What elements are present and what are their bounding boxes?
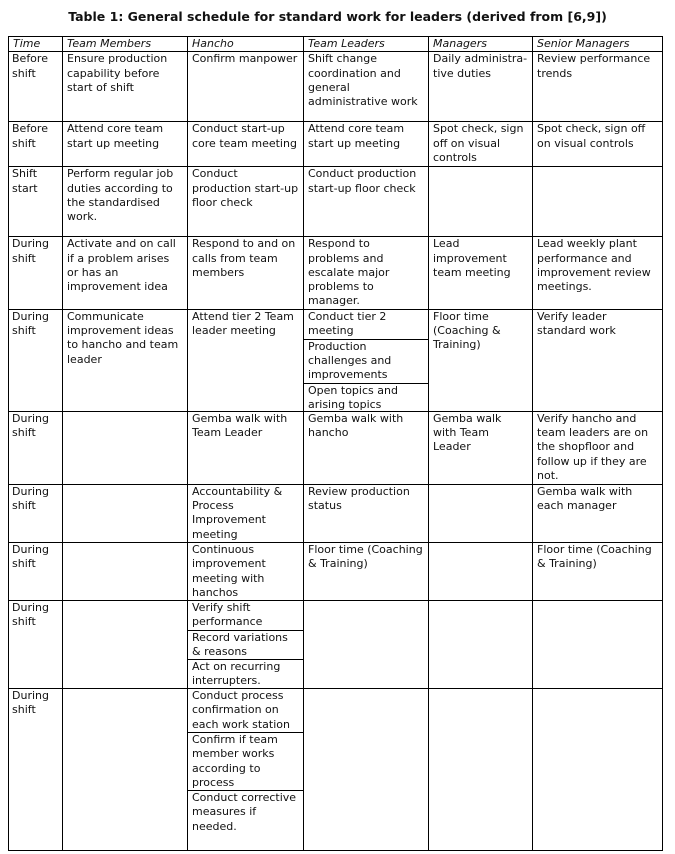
column-header: Team Leaders bbox=[304, 37, 429, 52]
time-cell: During shift bbox=[9, 237, 63, 309]
table-row bbox=[9, 484, 663, 542]
table-cell: Review performance trends bbox=[533, 52, 663, 122]
table-cell: Gemba walk with hancho bbox=[304, 411, 429, 484]
column-header: Team Members bbox=[63, 37, 188, 52]
time-cell: During shift bbox=[9, 411, 63, 484]
table-cell bbox=[63, 484, 188, 542]
time-cell: During shift bbox=[9, 309, 63, 411]
time-cell: During shift bbox=[9, 689, 63, 851]
table-row bbox=[9, 237, 663, 309]
sub-cell: Production challenges and improvements bbox=[304, 339, 428, 383]
sub-cell: Verify shift performance bbox=[192, 601, 263, 629]
split-cell bbox=[188, 689, 304, 851]
table-cell bbox=[304, 689, 429, 851]
column-header: Time bbox=[9, 37, 63, 52]
table-cell bbox=[429, 542, 533, 600]
table-cell: Continuous improvement meeting with hanchos bbox=[188, 542, 304, 600]
table-cell: Ensure production capability before start of shift bbox=[63, 52, 188, 122]
table-cell: Conduct start-up core team meeting bbox=[188, 122, 304, 167]
time-cell: Shift start bbox=[9, 167, 63, 237]
time-cell: During shift bbox=[9, 484, 63, 542]
sub-cell: Record variations & reasons bbox=[188, 630, 303, 659]
table-row bbox=[9, 167, 663, 237]
sub-cell: Act on recurring interrupters. bbox=[188, 659, 303, 688]
table-cell: Spot check, sign off on visual controls bbox=[533, 122, 663, 167]
time-cell: Before shift bbox=[9, 122, 63, 167]
column-header: Managers bbox=[429, 37, 533, 52]
table-cell bbox=[63, 601, 188, 689]
time-cell: Before shift bbox=[9, 52, 63, 122]
table-cell: Review production status bbox=[304, 484, 429, 542]
table-title: Table 1: General schedule for standard work for leaders (derived from [6,9]) bbox=[68, 9, 607, 24]
table-cell: Perform regular job duties according to the standardised work. bbox=[63, 167, 188, 237]
table-cell bbox=[429, 601, 533, 689]
table-cell: Conduct production start-up floor check bbox=[188, 167, 304, 237]
table-row bbox=[9, 689, 663, 851]
table-cell bbox=[533, 689, 663, 851]
column-header: Senior Managers bbox=[533, 37, 663, 52]
table-cell: Gemba walk with Team Leader bbox=[188, 411, 304, 484]
header-row bbox=[9, 37, 663, 52]
table-cell: Lead improvement team meeting bbox=[429, 237, 533, 309]
schedule-table bbox=[8, 36, 663, 851]
table-cell: Floor time (Coaching & Training) bbox=[429, 309, 533, 411]
split-cell bbox=[188, 601, 304, 689]
split-cell bbox=[304, 309, 429, 411]
table-cell: Gemba walk with Team Leader bbox=[429, 411, 533, 484]
table-cell: Respond to and on calls from team members bbox=[188, 237, 304, 309]
time-cell: During shift bbox=[9, 542, 63, 600]
table-row bbox=[9, 411, 663, 484]
table-cell: Gemba walk with each manager bbox=[533, 484, 663, 542]
table-cell: Attend tier 2 Team leader meeting bbox=[188, 309, 304, 411]
table-cell: Shift change coordination and general administrative work bbox=[304, 52, 429, 122]
table-cell: Accountability & Process Improvement meeting bbox=[188, 484, 304, 542]
sub-cell: Conduct corrective measures if needed. bbox=[188, 790, 303, 850]
sub-cell: Open topics and arising topics bbox=[304, 383, 428, 411]
table-cell: Conduct production start-up floor check bbox=[304, 167, 429, 237]
table-cell bbox=[63, 542, 188, 600]
table-row bbox=[9, 309, 663, 411]
table-cell bbox=[533, 167, 663, 237]
table-cell: Activate and on call if a problem arises or has an improvement idea bbox=[63, 237, 188, 309]
table-cell: Respond to problems and escalate major problems to manager. bbox=[304, 237, 429, 309]
table-cell: Confirm manpower bbox=[188, 52, 304, 122]
table-cell: Attend core team start up meeting bbox=[304, 122, 429, 167]
table-row bbox=[9, 122, 663, 167]
table-cell: Verify leader standard work bbox=[533, 309, 663, 411]
sub-cell: Confirm if team member works according to process bbox=[188, 732, 303, 790]
table-cell: Communicate improvement ideas to hancho and team leader bbox=[63, 309, 188, 411]
table-cell bbox=[63, 411, 188, 484]
table-cell bbox=[63, 689, 188, 851]
table-row bbox=[9, 542, 663, 600]
table-cell bbox=[429, 689, 533, 851]
table-cell: Floor time (Coaching & Training) bbox=[304, 542, 429, 600]
table-cell bbox=[304, 601, 429, 689]
column-header: Hancho bbox=[188, 37, 304, 52]
table-cell: Spot check, sign off on visual controls bbox=[429, 122, 533, 167]
table-cell: Lead weekly plant performance and improvement review meetings. bbox=[533, 237, 663, 309]
table-cell: Attend core team start up meeting bbox=[63, 122, 188, 167]
table-cell: Verify hancho and team leaders are on the shopfloor and follow up if they are not. bbox=[533, 411, 663, 484]
table-cell: Daily administra-tive duties bbox=[429, 52, 533, 122]
time-cell: During shift bbox=[9, 601, 63, 689]
sub-cell: Conduct process confirmation on each work station bbox=[192, 689, 290, 731]
sub-cell: Conduct tier 2 meeting bbox=[308, 309, 387, 338]
table-cell: Floor time (Coaching & Training) bbox=[533, 542, 663, 600]
table-row bbox=[9, 601, 663, 689]
table-cell bbox=[533, 601, 663, 689]
table-cell bbox=[429, 484, 533, 542]
table-cell bbox=[429, 167, 533, 237]
table-row bbox=[9, 52, 663, 122]
